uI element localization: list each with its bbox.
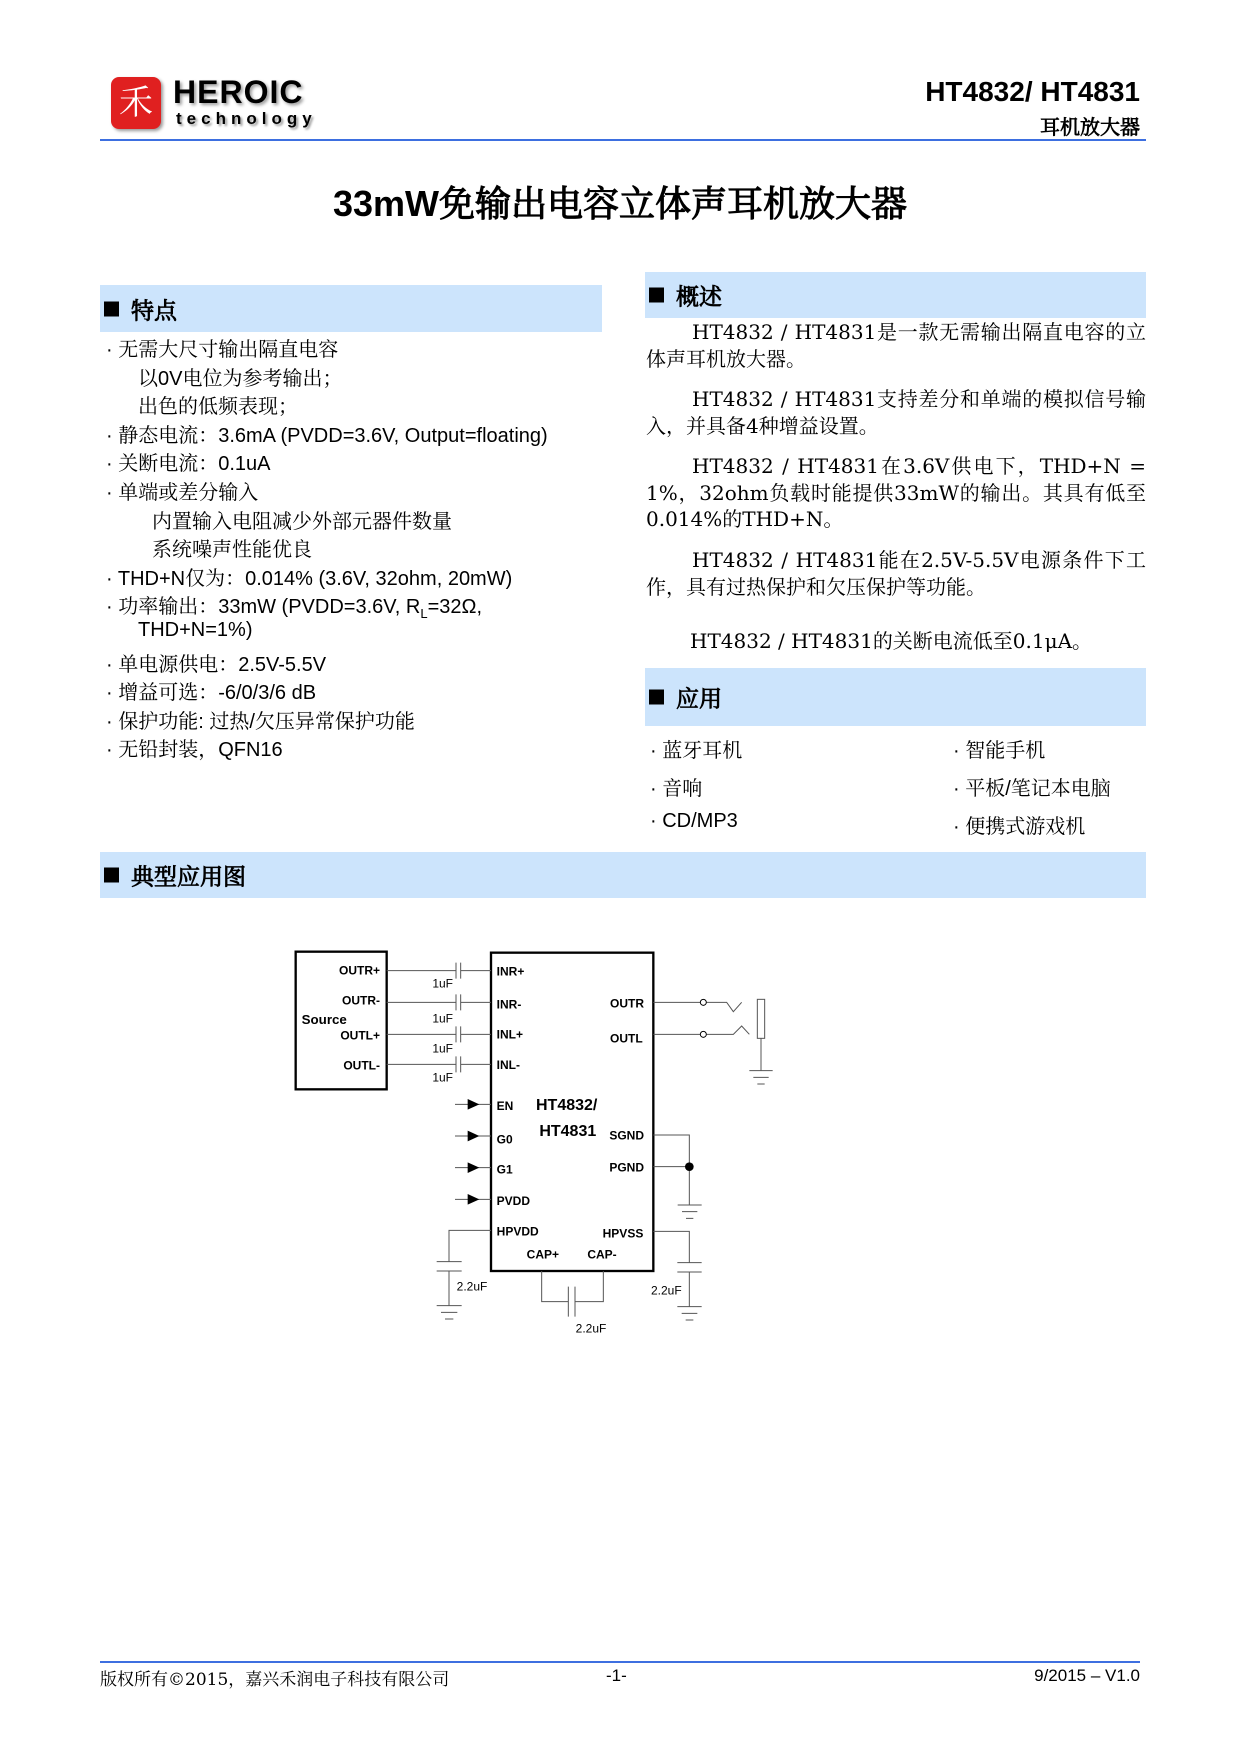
app-item: · 蓝牙耳机 [650,740,743,762]
feature-item: 以0V电位为参考输出； [138,367,343,390]
feature-item: · 单端或差分输入 [106,482,259,504]
feature-item: · 无铅封装，QFN16 [106,739,283,762]
section-heading: 应用 [676,685,722,712]
overview-paragraph: HT4832 / HT4831是一款无需输出隔直电容的立体声耳机放大器。 [646,320,1146,371]
footer-version: 9/2015 – V1.0 [1034,1666,1140,1685]
source-pin: OUTR+ [338,963,380,978]
section-features [100,285,602,332]
app-item: · CD/MP3 [650,810,738,832]
section-typical-application [100,852,1146,898]
cap-label: 2.2uF [575,1321,607,1336]
source-label: Source [301,1012,347,1027]
section-heading: 特点 [131,297,177,323]
feature-text: · 功率输出：33mW (PVDD=3.6V, R [106,596,421,619]
feature-item: · 无需大尺寸输出隔直电容 [106,339,339,361]
feature-item: · 静态电流：3.6mA (PVDD=3.6V, Output=floating) [106,424,548,447]
ic-pin: HPVDD [496,1224,539,1239]
footer-copyright: 版权所有©2015，嘉兴禾润电子科技有限公司 [100,1670,450,1690]
cap-label: 2.2uF [651,1283,682,1298]
ic-pin: INR- [496,997,522,1012]
app-item: · 智能手机 [953,740,1046,762]
feature-item: · 关断电流：0.1uA [106,453,271,476]
ic-pin: EN [496,1099,514,1113]
logo-seal: 禾 [111,77,161,129]
page-number: -1- [606,1666,627,1685]
feature-item: 出色的低频表现； [138,396,298,419]
source-pin: OUTR- [342,993,380,1008]
header-subtitle: 耳机放大器 [1040,117,1140,139]
overview-paragraph: HT4832 / HT4831在3.6V供电下，THD+N = 1%，32ohm负载时能提供33mW的输出。其具有低至0.014%的THD+N。 [646,454,1146,531]
app-item: · 便携式游戏机 [953,816,1086,838]
logo-text: HEROIC [173,74,304,110]
footer-divider [100,1661,1140,1663]
feature-item: · 增益可选：-6/0/3/6 dB [106,682,317,705]
square-bullet-icon [104,301,119,316]
page-title: 33mW免输出电容立体声耳机放大器 [332,183,908,224]
overview-paragraph: HT4832 / HT4831支持差分和单端的模拟信号输入，并具备4种增益设置。 [646,387,1146,438]
cap-label: 1uF [432,1011,454,1026]
ic-pin: CAP- [587,1247,617,1262]
ic-pin: G1 [496,1162,513,1177]
feature-item: · 保护功能: 过热/欠压异常保护功能 [106,710,415,733]
header-divider [100,139,1146,141]
ic-pin: CAP+ [526,1247,560,1262]
section-heading: 典型应用图 [131,863,246,890]
app-item: · 音响 [650,778,703,800]
feature-item: THD+N=1%) [138,619,253,641]
ic-name: HT4831 [539,1123,597,1140]
ic-pin: HPVSS [602,1226,644,1241]
ic-name: HT4832/ [536,1097,598,1114]
source-pin: OUTL- [343,1058,380,1073]
cap-label: 1uF [432,976,454,991]
feature-item: · 单电源供电：2.5V-5.5V [106,653,327,676]
ic-pin: PVDD [496,1194,531,1208]
subscript: L [420,606,428,622]
ic-pin: OUTR [610,996,644,1011]
logo-subtext: technology [176,109,317,128]
square-bullet-icon [649,690,664,705]
feature-text: =32Ω, [427,596,482,619]
feature-item: · THD+N仅为：0.014% (3.6V, 32ohm, 20mW) [106,567,513,590]
ic-pin: OUTL [609,1031,643,1046]
ic-pin: SGND [609,1128,644,1143]
part-number: HT4832/ HT4831 [925,76,1140,107]
feature-item: 系统噪声性能优良 [152,539,312,562]
cap-label: 1uF [432,1070,454,1085]
ic-pin: PGND [609,1160,644,1175]
section-heading: 概述 [676,283,722,310]
ic-pin: INR+ [496,964,525,979]
ic-pin: INL- [496,1058,520,1072]
cap-label: 2.2uF [456,1279,488,1294]
square-bullet-icon [649,288,664,303]
cap-label: 1uF [432,1041,454,1056]
ic-pin: INL+ [496,1027,524,1042]
typical-application-diagram [280,940,800,1360]
square-bullet-icon [104,868,119,883]
overview-paragraph: HT4832 / HT4831能在2.5V-5.5V电源条件下工作，具有过热保护和欠压保护等功能。 [646,548,1146,599]
source-pin: OUTL+ [340,1028,380,1043]
feature-item: 内置输入电阻减少外部元器件数量 [152,510,452,533]
app-item: · 平板/笔记本电脑 [953,778,1111,800]
ic-pin: G0 [496,1132,513,1147]
section-overview [645,272,1146,318]
feature-item [106,590,482,621]
overview-paragraph: HT4832 / HT4831的关断电流低至0.1μA。 [690,629,1093,653]
section-applications [645,668,1146,726]
